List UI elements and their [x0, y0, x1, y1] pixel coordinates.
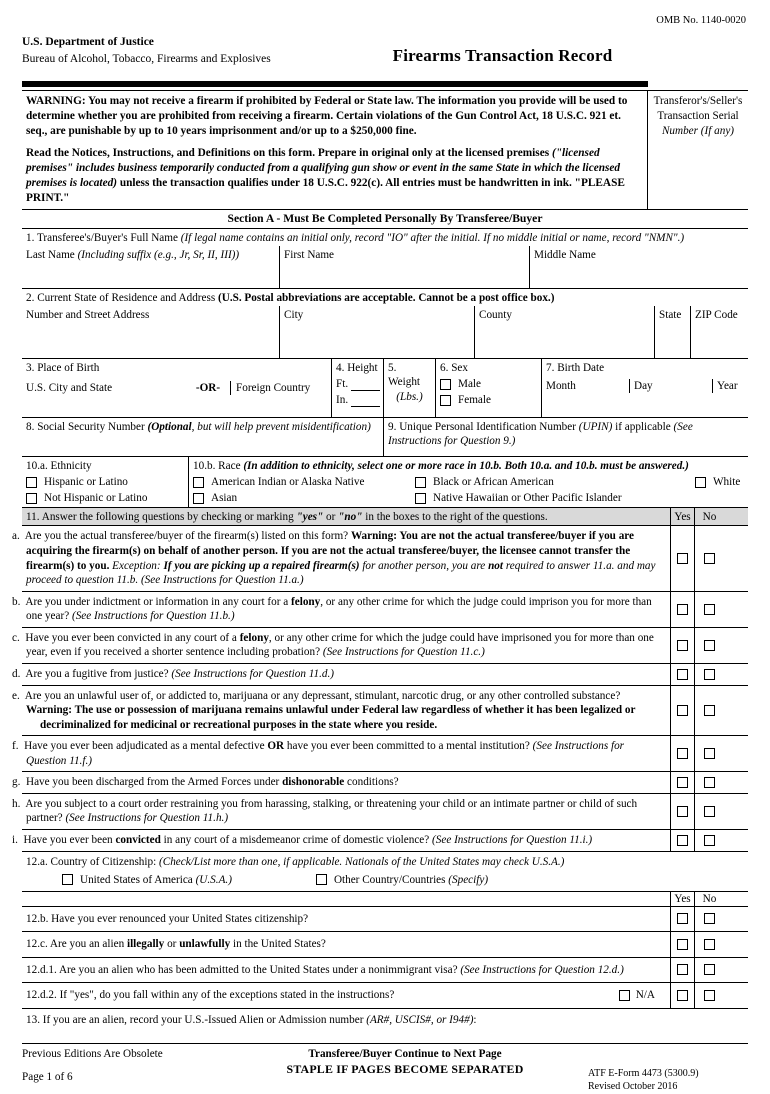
- question-10a-title: 10.a. Ethnicity: [26, 460, 92, 473]
- race-option-white[interactable]: [695, 475, 744, 489]
- question-11e-yes-cell[interactable]: [670, 686, 694, 736]
- question-11b-felony: felony: [291, 595, 321, 608]
- question-11c-row: [12, 628, 748, 664]
- question-11i-part1: Have you ever been: [23, 834, 116, 847]
- last-name-note: (Including suffix (e.g., Jr, Sr, II, III)): [77, 249, 240, 262]
- question-1-label: [22, 229, 748, 246]
- checkbox-icon[interactable]: [677, 604, 688, 615]
- ethnicity-option-not-hispanic[interactable]: [26, 491, 184, 505]
- race-option-black[interactable]: [415, 475, 695, 489]
- question-11e-warning: Warning: The use or possession of marijuana remains unlawful under Federal law regardless of whether it has been legalized or decriminalized for medicinal or recreational purposes in the state where you reside.: [26, 704, 636, 731]
- question-12c-text: [22, 932, 670, 957]
- birth-month-field[interactable]: Month: [546, 380, 576, 393]
- section-a-bar: Section A - Must Be Completed Personally By Transferee/Buyer: [22, 210, 748, 229]
- checkbox-icon[interactable]: [415, 493, 426, 504]
- checkbox-icon[interactable]: [677, 806, 688, 817]
- warning-paragraph-1: WARNING: You may not receive a firearm if prohibited by Federal or State law. The information you provide will be used to determine whether you are prohibited from receiving a firearm. Certain violations of the Gun Control Act, 18 U.S.C. 921 et. seq., are punishable by up to 10 years imprisonment and/or up to a $250,000 fine.: [26, 95, 628, 137]
- question-13-row[interactable]: [22, 1009, 748, 1044]
- question-12a-title: 12.a. Country of Citizenship:: [26, 855, 159, 868]
- question-11i-instructions: (See Instructions for Question 11.i.): [432, 834, 593, 847]
- question-12-yes-header: Yes: [670, 892, 694, 906]
- last-name-field[interactable]: [22, 246, 279, 288]
- question-13-note: (AR#, USCIS#, or I94#): [366, 1013, 474, 1026]
- question-11h-letter: h.: [12, 797, 21, 810]
- question-1-note: (If legal name contains an initial only, record "IO" after the initial. If no middle initial or name, record "NMN".): [180, 232, 685, 245]
- checkbox-icon[interactable]: [704, 835, 715, 846]
- race-options-row-1: [193, 475, 744, 489]
- question-11a-exception-tail: required to answer 11.a. and may proceed to question 11.b. (See Instructions for Question 11.a.): [26, 559, 656, 587]
- question-11c-felony: felony: [239, 631, 269, 644]
- agency-bureau: Bureau of Alcohol, Tobacco, Firearms and Explosives: [22, 52, 271, 65]
- question-8-optional: (Optional: [147, 421, 192, 434]
- checkbox-icon[interactable]: [677, 990, 688, 1001]
- question-11f-row: [12, 736, 748, 772]
- checkbox-icon[interactable]: [677, 835, 688, 846]
- question-11i-no-cell[interactable]: [694, 830, 724, 851]
- checkbox-icon[interactable]: [316, 874, 327, 885]
- zip-field[interactable]: [690, 306, 748, 358]
- footer-left: [22, 1047, 254, 1094]
- question-11a-no-cell[interactable]: [694, 526, 724, 590]
- header-rule: [22, 81, 648, 87]
- question-12d2-row: [22, 983, 748, 1009]
- question-12a-block: [22, 852, 748, 892]
- city-field[interactable]: [279, 306, 474, 358]
- question-11b-no-cell[interactable]: [694, 592, 724, 627]
- question-11b-yes-cell[interactable]: [670, 592, 694, 627]
- question-11h-text: [12, 794, 670, 829]
- question-12d2-label: 12.d.2. If "yes", do you fall within any of the exceptions stated in the instructions?: [26, 989, 395, 1002]
- checkbox-icon[interactable]: [619, 990, 630, 1001]
- question-6-title: 6. Sex: [440, 362, 468, 375]
- citizenship-other-specify: (Specify): [448, 873, 489, 886]
- question-12d1-instructions: (See Instructions for Question 12.d.): [460, 963, 624, 976]
- ssn-upin-row: [22, 417, 748, 456]
- height-feet-row[interactable]: [336, 377, 380, 391]
- question-11h-no-cell[interactable]: [694, 794, 724, 829]
- address-row: [22, 306, 748, 358]
- height-inches-label: In.: [336, 394, 349, 407]
- question-11e-letter: e.: [12, 689, 20, 702]
- question-8-title: 8. Social Security Number: [26, 421, 145, 434]
- checkbox-icon[interactable]: [415, 477, 426, 488]
- race-option-american-indian[interactable]: [193, 475, 415, 489]
- race-pacific-islander-label: Native Hawaiian or Other Pacific Islander: [433, 492, 622, 505]
- citizenship-other-label: [334, 873, 488, 887]
- sex-female-option[interactable]: [440, 393, 537, 407]
- checkbox-icon[interactable]: [704, 777, 715, 788]
- question-11e-warning-block: [26, 703, 665, 732]
- question-11f-yes-cell[interactable]: [670, 736, 694, 771]
- weight-field[interactable]: [383, 359, 435, 417]
- question-12d2-yes-cell[interactable]: [670, 983, 694, 1008]
- question-11b-text: [12, 592, 670, 627]
- checkbox-icon[interactable]: [677, 640, 688, 651]
- checkbox-icon[interactable]: [677, 913, 688, 924]
- question-11i-convicted: convicted: [115, 834, 161, 847]
- form-header: [22, 35, 748, 75]
- checkbox-icon[interactable]: [677, 964, 688, 975]
- question-8-note: , but will help prevent misidentification): [191, 421, 371, 434]
- question-2-note: (U.S. Postal abbreviations are acceptable. Cannot be a post office box.): [218, 292, 555, 305]
- question-11c-no-cell[interactable]: [694, 628, 724, 663]
- question-12b-text: 12.b. Have you ever renounced your United States citizenship?: [26, 912, 309, 925]
- citizenship-other-text: Other Country/Countries: [333, 873, 449, 886]
- question-11-instruction-mid: or: [323, 510, 339, 523]
- sex-field: [435, 359, 541, 417]
- citizenship-usa-abbr: (U.S.A.): [195, 873, 232, 886]
- question-11b-part2: , or any other crime for which the judge could imprison you for more than one year?: [26, 595, 652, 623]
- question-11e-text: [12, 686, 670, 736]
- question-12d1-row: [22, 958, 748, 984]
- sex-male-label: Male: [458, 378, 481, 391]
- race-option-asian[interactable]: [193, 491, 415, 505]
- question-11g-text: [12, 772, 670, 793]
- question-11-no-header: No: [694, 508, 724, 525]
- question-12d2-na-label: N/A: [635, 989, 655, 1002]
- question-12b-row: [22, 907, 748, 933]
- question-12a-note: (Check/List more than one, if applicable. Nationals of the United States may check U.S.A.): [159, 855, 565, 868]
- question-11i-part2: in any court of a misdemeanor crime of domestic violence?: [160, 834, 433, 847]
- question-12d1-no-cell[interactable]: [694, 958, 724, 983]
- checkbox-icon[interactable]: [704, 913, 715, 924]
- question-12-header-spacer: [22, 892, 670, 906]
- height-feet-input[interactable]: [351, 379, 380, 391]
- middle-name-label: Middle Name: [534, 249, 596, 262]
- transaction-serial-note: Number (If any): [661, 125, 735, 138]
- question-11-instruction-post: in the boxes to the right of the questions.: [362, 510, 548, 523]
- question-3-title: 3. Place of Birth: [26, 362, 100, 375]
- ethnicity-not-hispanic-label: Not Hispanic or Latino: [44, 492, 148, 505]
- checkbox-icon[interactable]: [704, 604, 715, 615]
- checkbox-icon[interactable]: [704, 748, 715, 759]
- question-12c-illegally: illegally: [126, 938, 165, 951]
- checkbox-icon[interactable]: [704, 939, 715, 950]
- checkbox-icon[interactable]: [704, 640, 715, 651]
- sex-male-option[interactable]: [440, 377, 537, 391]
- page-number: Page 1 of 6: [22, 1070, 73, 1083]
- question-7-title: 7. Birth Date: [546, 362, 605, 375]
- question-4-title: 4. Height: [336, 362, 378, 375]
- question-10b-title-row: [193, 459, 744, 473]
- form-number: ATF E-Form 4473 (5300.9): [588, 1067, 699, 1079]
- question-12-yesno-header: [22, 892, 748, 907]
- race-white-label: White: [713, 476, 741, 489]
- checkbox-icon[interactable]: [695, 477, 706, 488]
- question-11b-row: [12, 592, 748, 628]
- footer-right: [556, 1047, 748, 1094]
- checkbox-icon[interactable]: [26, 477, 37, 488]
- question-12c-part1: 12.c. Are you an alien: [26, 938, 127, 951]
- question-11-instruction-pre: 11. Answer the following questions by checking or marking: [26, 510, 297, 523]
- zip-label: ZIP Code: [695, 309, 738, 322]
- question-9-mid: if applicable: [612, 421, 674, 434]
- question-11-yes-token: "yes": [296, 510, 324, 523]
- checkbox-icon[interactable]: [704, 990, 715, 1001]
- foreign-country-label: Foreign Country: [230, 381, 327, 395]
- first-name-label: First Name: [284, 249, 335, 262]
- question-11a-exception-mid: for another person, you are: [359, 559, 489, 572]
- state-label: State: [659, 309, 682, 322]
- question-12b-yes-cell[interactable]: [670, 907, 694, 932]
- question-11f-part2: have you ever been committed to a mental institution?: [284, 740, 533, 753]
- warning-paragraph-2: Read the Notices, Instructions, and Definitions on this form. Prepare in original only at the licensed premises ("licensed premises" includes business temporarily conducted from a qualifying gun show or event in the same State in which the licensed premises is located) unless the transaction qualifies under 18 U.S.C. 922(c). All entries must be handwritten in ink. "PLEASE PRINT.": [26, 146, 625, 204]
- question-12b-no-cell[interactable]: [694, 907, 724, 932]
- question-5-title: 5. Weight: [388, 362, 421, 389]
- checkbox-icon[interactable]: [440, 379, 451, 390]
- question-11g-dishonorable: dishonorable: [282, 776, 345, 789]
- question-11a-part1: Are you the actual transferee/buyer of the firearm(s) listed on this form?: [24, 530, 351, 543]
- question-13-colon: :: [473, 1013, 477, 1026]
- question-2-title: 2. Current State of Residence and Address: [26, 292, 216, 305]
- checkbox-icon[interactable]: [677, 705, 688, 716]
- agency-name: U.S. Department of Justice: [22, 36, 154, 49]
- warning-box: [22, 90, 748, 210]
- checkbox-icon[interactable]: [704, 806, 715, 817]
- last-name-label: Last Name: [26, 249, 75, 262]
- question-11a-row: [12, 526, 748, 591]
- street-address-field[interactable]: [22, 306, 279, 358]
- sex-female-label: Female: [458, 394, 491, 407]
- checkbox-icon[interactable]: [62, 874, 73, 885]
- question-9-note: (See Instructions for Question 9.): [388, 421, 693, 448]
- citizenship-option-usa[interactable]: [62, 873, 232, 887]
- question-11h-part1: Are you subject to a court order restraining you from harassing, stalking, or threatening your child or an intimate partner or child of such partner?: [25, 797, 638, 825]
- county-field[interactable]: [474, 306, 654, 358]
- checkbox-icon[interactable]: [193, 493, 204, 504]
- question-11f-text: [12, 736, 670, 771]
- question-12c-no-cell[interactable]: [694, 932, 724, 957]
- question-9-title: 9. Unique Personal Identification Number: [388, 421, 576, 434]
- question-11b-part1: Are you under indictment or information in any court for a: [25, 595, 292, 608]
- city-label: City: [284, 309, 304, 322]
- checkbox-icon[interactable]: [704, 669, 715, 680]
- county-label: County: [479, 309, 512, 322]
- birth-year-field[interactable]: Year: [712, 379, 748, 393]
- question-11h-instructions: (See Instructions for Question 11.h.): [65, 812, 229, 825]
- question-11d-text: [12, 664, 670, 685]
- height-feet-label: Ft.: [336, 378, 349, 391]
- question-12c-mid: or: [164, 938, 180, 951]
- question-11a-letter: a.: [12, 530, 20, 543]
- question-12c-unlawfully: unlawfully: [179, 938, 231, 951]
- question-11e-part1: Are you an unlawful user of, or addicted to, marijuana or any depressant, stimulant, narcotic drug, or any other controlled substance?: [24, 689, 621, 702]
- first-name-field[interactable]: [279, 246, 529, 288]
- question-9-upin: (UPIN): [578, 421, 613, 434]
- question-10b-note: (In addition to ethnicity, select one or more race in 10.b. Both 10.a. and 10.b. must be answered.): [243, 460, 689, 473]
- ssn-field[interactable]: [22, 418, 383, 456]
- question-11-no-token: "no": [338, 510, 363, 523]
- checkbox-icon[interactable]: [704, 553, 715, 564]
- question-11f-or: OR: [267, 740, 285, 753]
- question-11i-yes-cell[interactable]: [670, 830, 694, 851]
- question-11d-part1: Are you a fugitive from justice?: [25, 667, 172, 680]
- continue-next-page-note: Transferee/Buyer Continue to Next Page: [308, 1047, 502, 1060]
- transaction-serial-field[interactable]: [648, 91, 748, 209]
- checkbox-icon[interactable]: [704, 705, 715, 716]
- question-11a-warning: Warning: You are not the actual transferee/buyer if you are acquiring the firearm(s) on behalf of another person. If you are not the actual transferee/buyer, the licensee cannot transfer the firearm(s) to you.: [26, 530, 635, 572]
- name-row: [22, 246, 748, 288]
- race-field: [188, 457, 748, 507]
- question-11d-yes-cell[interactable]: [670, 664, 694, 685]
- ethnicity-hispanic-label: Hispanic or Latino: [44, 476, 128, 489]
- race-american-indian-label: American Indian or Alaska Native: [211, 476, 365, 489]
- question-11i-row: [12, 830, 748, 852]
- checkbox-icon[interactable]: [440, 395, 451, 406]
- question-11b-instructions: (See Instructions for Question 11.b.): [71, 610, 235, 623]
- footer-center: [254, 1047, 556, 1094]
- ethnicity-field: [22, 457, 188, 507]
- question-11c-part2: , or any other crime for which the judge could have imprisoned you for more than one year, even if you received a shorter sentence including probation?: [26, 631, 654, 659]
- question-11c-letter: c.: [12, 631, 20, 644]
- us-city-state-label: U.S. City and State: [26, 382, 113, 395]
- question-2-label: [22, 288, 748, 306]
- warning-text: [22, 91, 648, 209]
- race-black-label: Black or African American: [433, 476, 554, 489]
- race-option-pacific-islander[interactable]: [415, 491, 695, 505]
- question-1-title: 1. Transferee's/Buyer's Full Name: [26, 232, 178, 245]
- question-12c-yes-cell[interactable]: [670, 932, 694, 957]
- birth-info-row: [22, 358, 748, 417]
- question-11d-letter: d.: [12, 667, 21, 680]
- question-11b-letter: b.: [12, 595, 21, 608]
- question-11i-letter: i.: [12, 834, 18, 847]
- question-11g-part1: Have you been discharged from the Armed Forces under: [25, 776, 283, 789]
- question-12-no-header: No: [694, 892, 724, 906]
- question-11g-yes-cell[interactable]: [670, 772, 694, 793]
- checkbox-icon[interactable]: [677, 748, 688, 759]
- citizenship-usa-text: United States of America: [80, 873, 196, 886]
- question-12d1-part1: 12.d.1. Are you an alien who has been admitted to the United States under a nonimmigrant visa?: [26, 963, 461, 976]
- question-11g-letter: g.: [12, 776, 21, 789]
- question-11c-text: [12, 628, 670, 663]
- checkbox-icon[interactable]: [677, 553, 688, 564]
- question-11-header: [22, 507, 748, 526]
- question-11c-yes-cell[interactable]: [670, 628, 694, 663]
- question-11d-no-cell[interactable]: [694, 664, 724, 685]
- question-12d1-text: [22, 958, 670, 983]
- question-11a-exception-label: Exception:: [109, 559, 164, 572]
- previous-editions-note: Previous Editions Are Obsolete: [22, 1047, 163, 1060]
- birth-day-field[interactable]: Day: [629, 379, 712, 393]
- question-11g-no-cell[interactable]: [694, 772, 724, 793]
- question-11e-row: [12, 686, 748, 737]
- state-field[interactable]: [654, 306, 690, 358]
- omb-number: OMB No. 1140-0020: [656, 15, 746, 26]
- street-address-label: Number and Street Address: [26, 309, 150, 322]
- question-12d1-yes-cell[interactable]: [670, 958, 694, 983]
- checkbox-icon[interactable]: [677, 939, 688, 950]
- height-inches-input[interactable]: [351, 395, 380, 407]
- checkbox-icon[interactable]: [193, 477, 204, 488]
- checkbox-icon[interactable]: [26, 493, 37, 504]
- question-10b-title: 10.b. Race: [193, 460, 241, 473]
- question-11d-instructions: (See Instructions for Question 11.d.): [171, 667, 335, 680]
- page-footer: [22, 1044, 748, 1094]
- question-11d-row: [12, 664, 748, 686]
- or-separator: -OR-: [195, 382, 221, 395]
- question-11a-yes-cell[interactable]: [670, 526, 694, 590]
- citizenship-option-other[interactable]: [316, 873, 488, 887]
- question-11c-instructions: (See Instructions for Question 11.c.): [322, 646, 485, 659]
- question-11i-text: [12, 830, 670, 851]
- question-11-yes-header: Yes: [670, 508, 694, 525]
- question-11a-text: [12, 526, 670, 590]
- question-11a-exception-bold: If you are picking up a repaired firearm(s): [163, 559, 360, 572]
- place-of-birth-inputs: [26, 381, 327, 395]
- citizenship-options: [26, 873, 744, 887]
- question-11g-part2: conditions?: [344, 776, 399, 789]
- place-of-birth-field[interactable]: [22, 359, 331, 417]
- staple-note: STAPLE IF PAGES BECOME SEPARATED: [286, 1061, 524, 1076]
- question-11f-part1: Have you ever been adjudicated as a mental defective: [24, 740, 268, 753]
- transaction-serial-label: Transferor's/Seller's Transaction Serial: [653, 95, 743, 123]
- question-11h-row: [12, 794, 748, 830]
- height-field[interactable]: [331, 359, 383, 417]
- height-inches-row[interactable]: [336, 393, 380, 407]
- question-11h-yes-cell[interactable]: [670, 794, 694, 829]
- ethnicity-option-hispanic[interactable]: [26, 475, 184, 489]
- question-12c-part2: in the United States?: [230, 938, 326, 951]
- birth-date-columns: [542, 379, 748, 393]
- agency-block: [22, 35, 352, 66]
- race-options-spacer: [695, 491, 744, 505]
- checkbox-icon[interactable]: [704, 964, 715, 975]
- revision-date: Revised October 2016: [588, 1081, 678, 1093]
- question-12d2-text: [22, 983, 670, 1008]
- question-11e-no-cell[interactable]: [694, 686, 724, 736]
- question-11c-part1: Have you ever been convicted in any court of a: [25, 631, 240, 644]
- checkbox-icon[interactable]: [677, 669, 688, 680]
- question-11-instruction: [22, 508, 670, 525]
- question-13-label: 13. If you are an alien, record your U.S.-Issued Alien or Admission number: [26, 1013, 367, 1026]
- page-title: Firearms Transaction Record: [392, 46, 613, 66]
- weight-unit-label: (Lbs.): [396, 391, 423, 404]
- question-11g-row: [12, 772, 748, 794]
- race-asian-label: Asian: [211, 492, 238, 505]
- upin-field[interactable]: [383, 418, 748, 456]
- ethnicity-race-row: [22, 456, 748, 507]
- citizenship-usa-label: [80, 873, 232, 887]
- question-11f-letter: f.: [12, 740, 19, 753]
- question-11f-instructions: (See Instructions for Question 11.f.): [26, 740, 625, 767]
- race-options-row-2: [193, 491, 744, 505]
- birth-date-field: [541, 359, 748, 417]
- middle-name-field[interactable]: [529, 246, 748, 288]
- question-12d2-na-option[interactable]: [619, 988, 665, 1003]
- question-12c-row: [22, 932, 748, 958]
- question-11a-not-token: not: [488, 559, 504, 572]
- checkbox-icon[interactable]: [677, 777, 688, 788]
- question-12d2-no-cell[interactable]: [694, 983, 724, 1008]
- question-11f-no-cell[interactable]: [694, 736, 724, 771]
